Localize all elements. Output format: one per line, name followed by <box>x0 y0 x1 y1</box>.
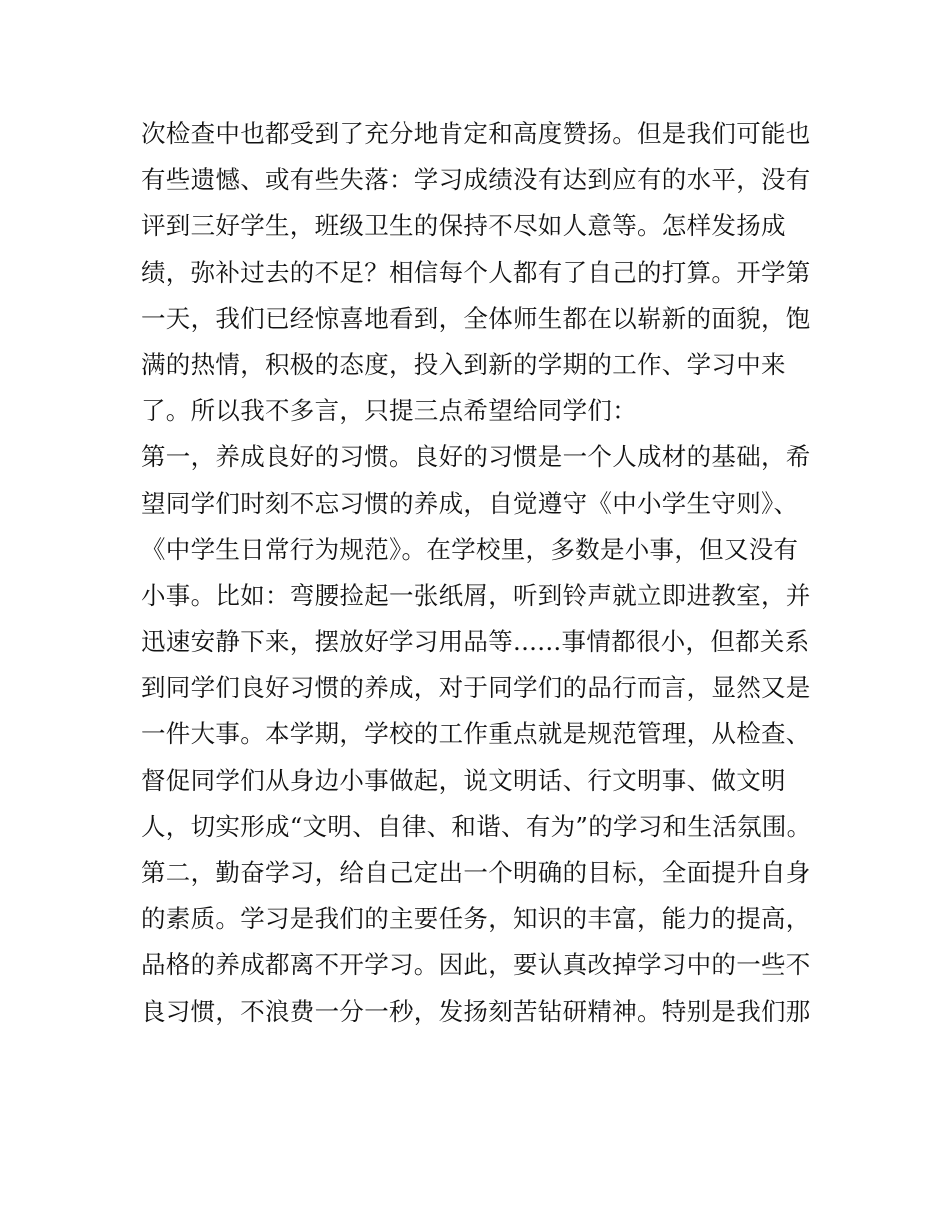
text-line: 满的热情，积极的态度，投入到新的学期的工作、学习中来 <box>141 349 786 379</box>
text-line: 有些遗憾、或有些失落：学习成绩没有达到应有的水平，没有 <box>141 165 811 195</box>
body-text <box>141 111 821 1035</box>
text-line: 望同学们时刻不忘习惯的养成，自觉遵守《中小学生守则》、 <box>141 488 799 518</box>
text-line: 良习惯，不浪费一分一秒，发扬刻苦钻研精神。特别是我们那 <box>141 996 811 1026</box>
text-line: 了。所以我不多言，只提三点希望给同学们： <box>141 396 637 426</box>
text-line: 小事。比如：弯腰捡起一张纸屑，听到铃声就立即进教室，并 <box>141 580 811 610</box>
text-line: 督促同学们从身边小事做起，说文明话、行文明事、做文明 <box>141 765 786 795</box>
text-line: 第一，养成良好的习惯。良好的习惯是一个人成材的基础，希 <box>141 442 811 472</box>
text-line: 迅速安静下来，摆放好学习用品等......事情都很小，但都关系 <box>141 627 810 657</box>
text-line: 第二，勤奋学习，给自己定出一个明确的目标，全面提升自身 <box>141 858 811 887</box>
text-line: 品格的养成都离不开学习。因此，要认真改掉学习中的一些不 <box>141 950 811 980</box>
text-line: 次检查中也都受到了充分地肯定和高度赞扬。但是我们可能也 <box>141 119 811 148</box>
text-line: 绩，弥补过去的不足？相信每个人都有了自己的打算。开学第 <box>141 257 811 287</box>
text-line: 一天，我们已经惊喜地看到，全体师生都在以崭新的面貌，饱 <box>141 303 811 333</box>
text-line: 《中学生日常行为规范》。在学校里，多数是小事，但又没有 <box>141 534 799 564</box>
text-line: 到同学们良好习惯的养成，对于同学们的品行而言，显然又是 <box>141 673 811 703</box>
text-line: 一件大事。本学期，学校的工作重点就是规范管理，从检查、 <box>141 719 811 749</box>
text-line: 的素质。学习是我们的主要任务，知识的丰富，能力的提高， <box>141 904 811 934</box>
text-line: 评到三好学生，班级卫生的保持不尽如人意等。怎样发扬成 <box>141 211 786 241</box>
text-line: 人，切实形成“文明、自律、和谐、有为”的学习和生活氛围。 <box>141 811 812 841</box>
